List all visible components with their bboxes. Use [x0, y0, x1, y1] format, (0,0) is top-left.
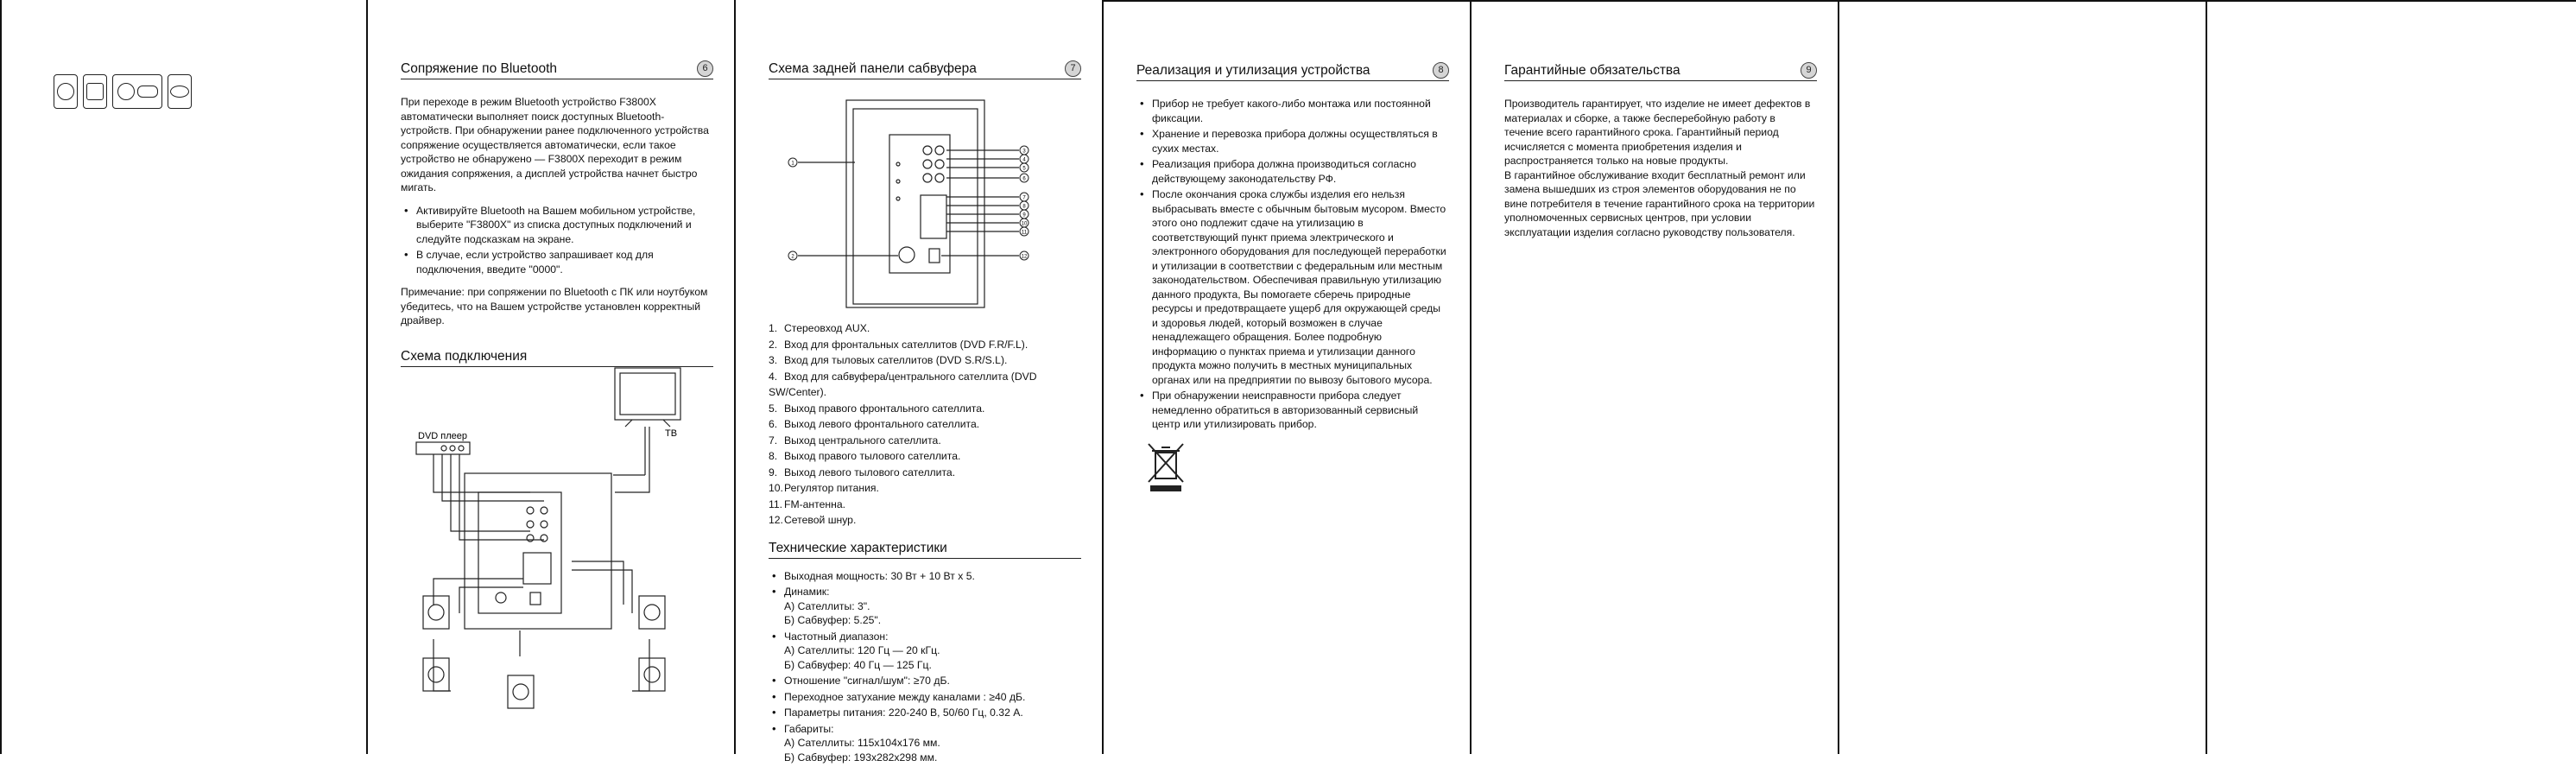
speaker-icon — [423, 658, 449, 691]
callout-marker — [1020, 163, 1029, 172]
spec-item: • Переходное затухание между каналами : ≥40 дБ. — [769, 690, 1081, 705]
callout-marker — [1020, 193, 1029, 201]
connection-diagram — [399, 363, 718, 725]
cert-logo-1 — [54, 74, 78, 109]
callout-number: 6 — [1022, 176, 1026, 182]
specs-list — [769, 569, 1081, 765]
legend-item — [769, 448, 1081, 465]
paragraph: При переходе в режим Bluetooth устройство F3800X автоматически выполняет поиск доступных Bluetooth-устройств. При обнаружении ранее подключенного устройства сопряжение осуществляется автоматически, если такое устройство не обнаружено — F3800X переходит в режим ожидания сопряжения, а дисплей устройства начнет быстро мигать. — [401, 96, 709, 193]
callout-marker — [788, 158, 797, 167]
legend-text: Вход для сабвуфера/центрального сателлита (DVD SW/Center). — [769, 370, 1037, 398]
page-title: Гарантийные обязательства — [1504, 62, 1680, 78]
page-number: 7 — [1065, 60, 1081, 77]
spec-item: • Габариты: А) Сателлиты: 115x104x176 мм. Б) Сабвуфер: 193x282x298 мм. — [769, 722, 1081, 765]
blank-page — [1839, 0, 2207, 754]
legend-item — [769, 416, 1081, 433]
list-item: • В случае, если устройство запрашивает код для подключения, введите "0000". — [401, 248, 713, 276]
legend-number: 5. — [769, 402, 778, 415]
callout-number: 5 — [1022, 166, 1026, 172]
legend-item — [769, 320, 1081, 337]
legend-number: 4. — [769, 370, 778, 383]
callout-marker — [1020, 251, 1029, 260]
spec-item: • Параметры питания: 220-240 В, 50/60 Гц, 0.32 А. — [769, 706, 1081, 720]
legend-item — [769, 369, 1081, 401]
legend-text: Выход левого тылового сателлита. — [784, 466, 956, 478]
section-header — [1504, 62, 1817, 81]
list-item: • Активируйте Bluetooth на Вашем мобильном устройстве, выберите "F3800X" из списка доступных подключений и следуйте подсказкам на экране. — [401, 204, 713, 247]
page-8 — [1104, 0, 1472, 754]
callout-number: 1 — [791, 161, 794, 167]
section-header — [769, 60, 1081, 79]
callout-marker — [1020, 174, 1029, 182]
callout-number: 3 — [1022, 149, 1026, 155]
certification-logos — [54, 74, 192, 109]
callout-number: 12 — [1021, 254, 1028, 260]
blank-page — [2207, 0, 2576, 754]
legend-number: 10. — [769, 482, 783, 494]
rear-panel-legend — [769, 320, 1081, 529]
callout-number: 8 — [1022, 204, 1026, 210]
legend-text: Сетевой шнур. — [784, 514, 857, 526]
callout-marker — [1020, 201, 1029, 210]
callout-marker — [1020, 155, 1029, 163]
page-number: 8 — [1433, 62, 1449, 79]
speaker-icon — [639, 596, 665, 629]
list-item: • После окончания срока службы изделия его нельзя выбрасывать вместе с обычным бытовым мусором. Вместо этого оно подлежит сдаче на утилизацию в соответствующий пункт приема электрического и электронного оборудования для последующей переработки и утилизации в соответствии с федеральным или местным законодательством. Обеспечивая правильную утилизацию данного продукта, Вы помогаете сберечь природные ресурсы и предотвращаете ущерб для окружающей среды и здоровья людей, который возможен в случае ненадлежащего обращения. Более подробную информацию о пунктах приема и утилизации данного продукта можно получить в местных муниципальных органах или на предприятии по вывозу бытового мусора. — [1136, 187, 1449, 387]
section-title: Технические характеристики — [769, 540, 947, 555]
callout-number: 7 — [1022, 195, 1026, 201]
bullet-list — [1136, 97, 1449, 432]
cert-logo-2 — [83, 74, 107, 109]
callout-number: 2 — [791, 254, 794, 260]
legend-number: 6. — [769, 418, 778, 430]
list-item: • Реализация прибора должна производиться согласно действующему законодательству РФ. — [1136, 157, 1449, 186]
legend-item — [769, 465, 1081, 481]
page-title: Реализация и утилизация устройства — [1136, 62, 1370, 78]
legend-text: Стереовход AUX. — [784, 322, 870, 334]
spec-item: • Частотный диапазон: А) Сателлиты: 120 Гц — 20 кГц. Б) Сабвуфер: 40 Гц — 125 Гц. — [769, 630, 1081, 673]
legend-text: Вход для тыловых сателлитов (DVD S.R/S.L). — [784, 354, 1008, 366]
legend-text: Выход правого тылового сателлита. — [784, 450, 961, 462]
callout-number: 11 — [1021, 230, 1028, 236]
legend-number: 1. — [769, 322, 778, 334]
legend-text: Выход левого фронтального сателлита. — [784, 418, 980, 430]
page-6 — [368, 0, 736, 754]
legend-number: 3. — [769, 354, 778, 366]
legend-text: Выход центрального сателлита. — [784, 434, 941, 447]
page-9 — [1472, 0, 1839, 754]
bullet-list — [401, 204, 713, 277]
legend-number: 8. — [769, 450, 778, 462]
page-7 — [736, 0, 1104, 763]
speaker-icon — [639, 658, 665, 691]
legend-number: 12. — [769, 514, 783, 526]
legend-item — [769, 337, 1081, 353]
legend-item — [769, 433, 1081, 449]
callout-marker — [1020, 227, 1029, 236]
cover-panel — [0, 0, 368, 754]
legend-number: 7. — [769, 434, 778, 447]
recycle-bin-crossed-icon — [1147, 440, 1185, 494]
list-item: • Прибор не требует какого-либо монтажа или постоянной фиксации. — [1136, 97, 1449, 125]
section-header — [1136, 62, 1449, 81]
legend-item — [769, 352, 1081, 369]
spec-item: • Динамик: А) Сателлиты: 3". Б) Сабвуфер: 5.25". — [769, 585, 1081, 628]
tv-icon — [615, 368, 680, 420]
callout-number: 9 — [1022, 212, 1026, 219]
list-item: • Хранение и перевозка прибора должны осуществляться в сухих местах. — [1136, 127, 1449, 155]
section-title: Схема подключения — [401, 348, 528, 364]
speaker-icon — [423, 596, 449, 629]
legend-text: FM-антенна. — [784, 497, 846, 510]
speaker-icon — [508, 675, 534, 708]
legend-text: Регулятор питания. — [784, 482, 879, 494]
page-title: Сопряжение по Bluetooth — [401, 60, 557, 76]
callout-marker — [1020, 210, 1029, 219]
legend-item — [769, 512, 1081, 529]
paragraph: Производитель гарантирует, что изделие не имеет дефектов в материалах и сборке, а также бесперебойную работу в течение всего гарантийного срока. Гарантийный период исчисляется с момента приобретения изделия и распространяется только на новые продукты. В гарантийное обслуживание входит бесплатный ремонт или замена вышедших из строя элементов оборудования не по вине потребителя в течение гарантийного срока на территории уполномоченных сервисных центров, при условии эксплуатации изделия согласно руководству пользователя. — [1504, 98, 1815, 238]
legend-number: 11. — [769, 497, 783, 510]
page-number: 6 — [697, 60, 713, 77]
callout-marker — [788, 251, 797, 260]
page-title: Схема задней панели сабвуфера — [769, 60, 977, 76]
legend-number: 2. — [769, 338, 778, 351]
subwoofer-icon — [465, 473, 611, 629]
callout-number: 4 — [1022, 157, 1026, 163]
legend-text: Вход для фронтальных сателлитов (DVD F.R/F.L). — [784, 338, 1029, 351]
cert-logo-4 — [168, 74, 192, 109]
legend-number: 9. — [769, 466, 778, 478]
legend-text: Выход правого фронтального сателлита. — [784, 402, 985, 415]
legend-item — [769, 497, 1081, 513]
page-number: 9 — [1801, 62, 1817, 79]
callout-marker — [1020, 219, 1029, 227]
dvd-label: DVD плеер — [418, 431, 468, 441]
list-item: • При обнаружении неисправности прибора следует немедленно обратиться в авторизованный сервисный центр или утилизировать прибор. — [1136, 389, 1449, 432]
spec-item: • Отношение "сигнал/шум": ≥70 дБ. — [769, 674, 1081, 688]
callout-marker — [1020, 146, 1029, 155]
spec-item: • Выходная мощность: 30 Вт + 10 Вт x 5. — [769, 569, 1081, 584]
tv-label: ТВ — [665, 428, 678, 439]
rear-panel-diagram — [769, 95, 1079, 313]
callout-number: 10 — [1021, 221, 1028, 227]
cert-logo-3 — [112, 74, 162, 109]
dvd-player-icon — [416, 442, 470, 454]
legend-item — [769, 401, 1081, 417]
section-header — [401, 60, 713, 79]
section-header — [769, 541, 1081, 559]
note: Примечание: при сопряжении по Bluetooth с ПК или ноутбуком убедитесь, что на Вашем устройстве установлен корректный драйвер. — [401, 286, 708, 326]
legend-item — [769, 480, 1081, 497]
